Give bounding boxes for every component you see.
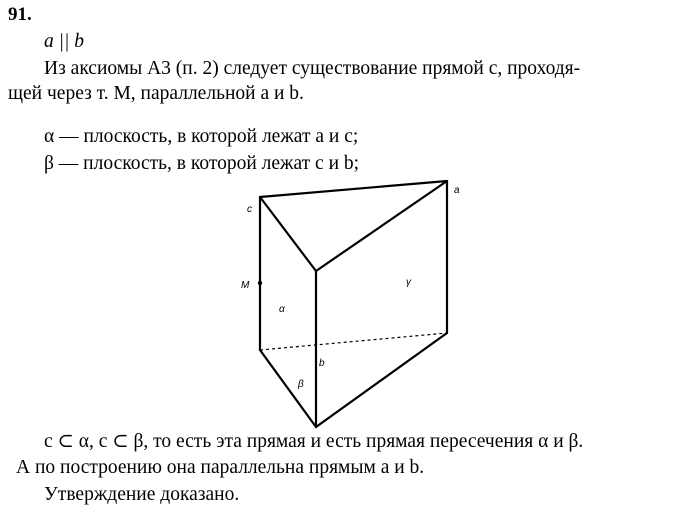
label-a: a [454,185,460,196]
proved-statement: Утверждение доказано. [44,484,240,505]
edge-top-left [260,197,316,271]
alpha-plane-definition: α — плоскость, в которой лежат a и c; [44,126,359,147]
label-c: c [247,204,252,215]
edge-top-back [260,181,447,197]
label-alpha: α [279,304,285,315]
paragraph-line-1: Из аксиомы A3 (п. 2) следует существование прямой с, проходя- [44,58,581,79]
label-gamma: γ [406,277,411,288]
label-beta: β [298,379,304,390]
label-b: b [319,358,325,369]
label-M: M [241,280,250,291]
paragraph-line-2: щей через т. M, параллельной a и b. [8,83,304,104]
beta-plane-definition: β — плоскость, в которой лежат c и b; [44,153,360,174]
problem-number: 91. [8,4,32,25]
given-statement: a || b [44,31,84,52]
conclusion-line-2: А по построению она параллельна прямым a и b. [16,457,425,478]
point-M [258,281,262,285]
conclusion-line-1: c ⊂ α, c ⊂ β, то есть эта прямая и есть прямая пересечения α и β. [44,431,584,452]
edge-bottom-back-hidden [260,333,447,350]
edge-bottom-left [260,350,316,427]
edge-top-right [316,181,447,271]
edge-bottom-right [316,333,447,427]
